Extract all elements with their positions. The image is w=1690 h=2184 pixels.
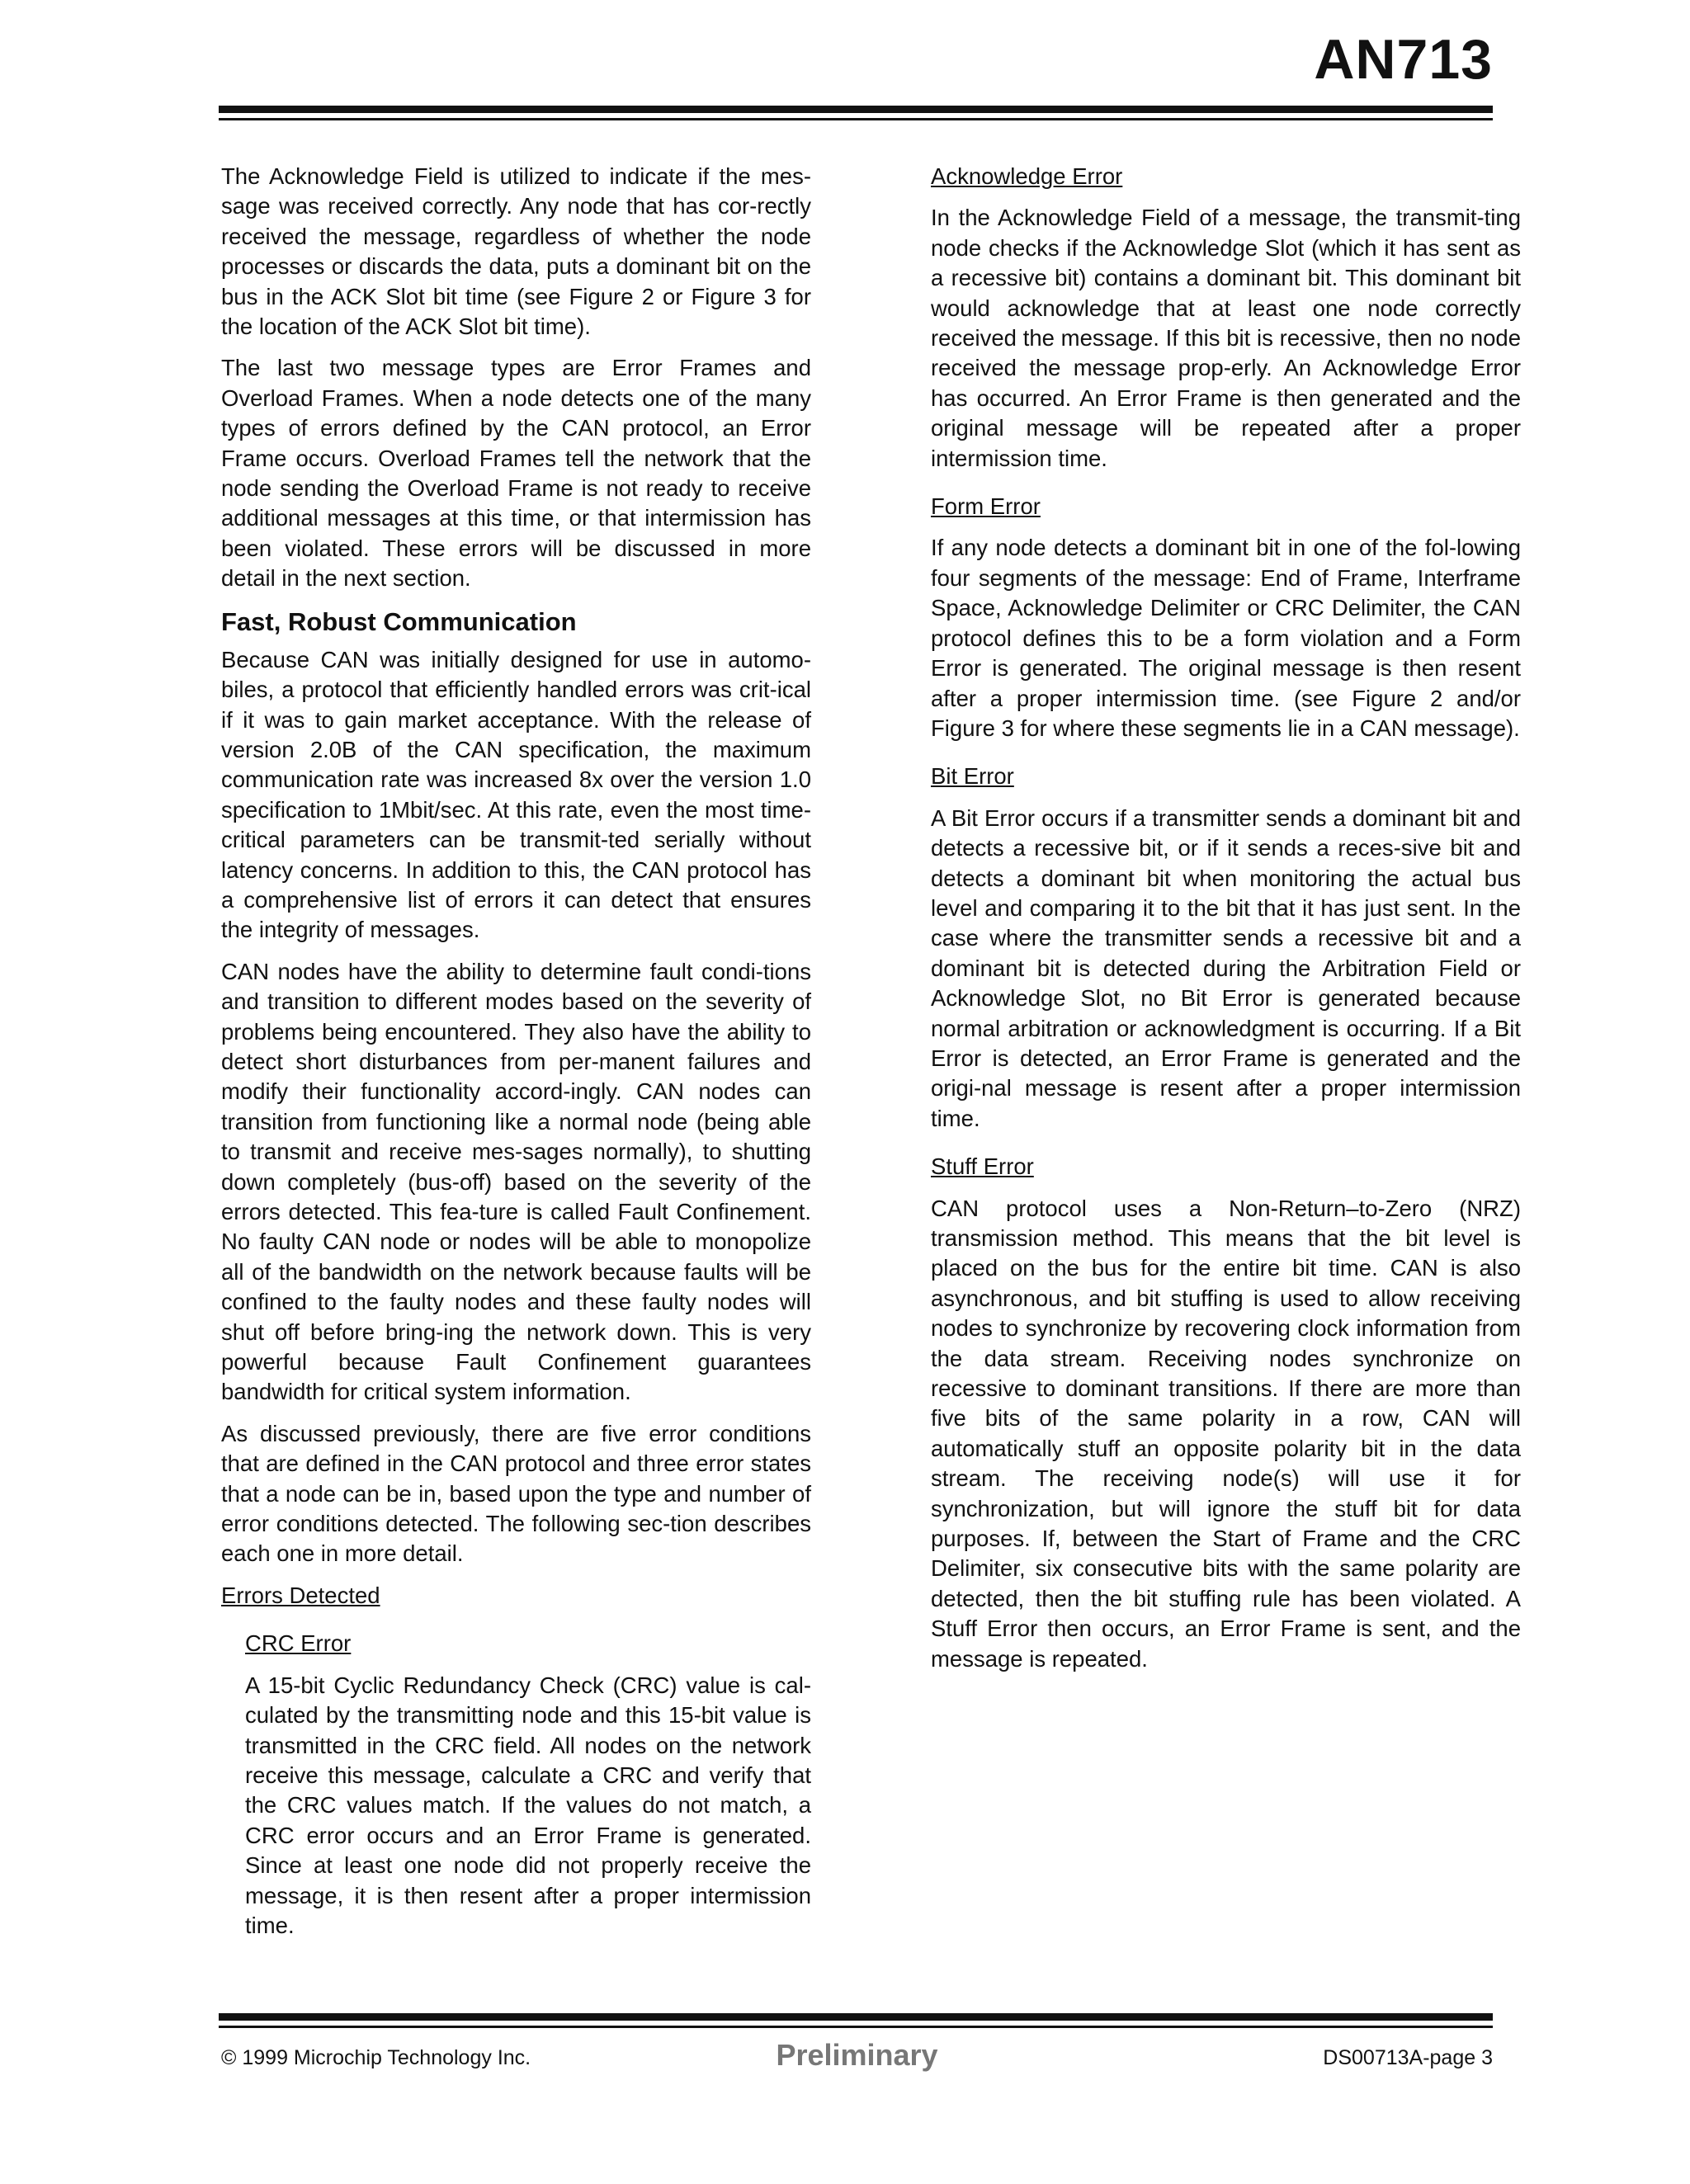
copyright-text: © 1999 Microchip Technology Inc. bbox=[221, 2046, 531, 2069]
footer-rule bbox=[219, 2013, 1493, 2028]
subheading-stuff-error: Stuff Error bbox=[931, 1153, 1034, 1180]
section-heading: Fast, Robust Communication bbox=[221, 606, 577, 636]
preliminary-label: Preliminary bbox=[776, 2038, 938, 2072]
subheading-form-error: Form Error bbox=[931, 493, 1041, 520]
paragraph-acknowledge-field: The Acknowledge Field is utilized to indicate if the mes-sage was received correctly. Any node that has cor-rectly received the message, regardless of whether the node processes or discards the data, puts a dominant bit on the bus in the ACK Slot bit time (see Figure 2 or Figure 3 for the location of the ACK Slot bit time). bbox=[221, 163, 811, 340]
paragraph-crc-error: A 15-bit Cyclic Redundancy Check (CRC) value is cal-culated by the transmitting node and this 15-bit value is transmitted in the CRC field. All nodes on the network receive this message, calculate a CRC and verify that the CRC values match. If the values do not match, a CRC error occurs and an Error Frame is generated. Since at least one node did not properly receive the message, it is then resent after a proper intermission time. bbox=[245, 1672, 811, 1938]
paragraph-can-design: Because CAN was initially designed for use in automo-biles, a protocol that efficiently handled errors was crit-ical if it was to gain market acceptance. With the release of version 2.0B of the CAN specification, the maximum communication rate was increased 8x over the version 1.0 specification to 1Mbit/sec. At this rate, even the most time-critical parameters can be transmit-ted serially without latency concerns. In addition to this, the CAN protocol has a comprehensive list of errors it can detect that ensures the integrity of messages. bbox=[221, 646, 811, 943]
page-number: DS00713A-page 3 bbox=[1323, 2046, 1493, 2069]
crc-error-block bbox=[221, 1629, 811, 1941]
paragraph-error-overload-frames: The last two message types are Error Frames and Overload Frames. When a node detects one of the many types of errors defined by the CAN protocol, an Error Frame occurs. Overload Frames tell the network that the node sending the Overload Frame is not ready to receive additional messages at this time, or that intermission has been violated. These errors will be discussed in more detail in the next section. bbox=[221, 355, 811, 592]
header-rule bbox=[219, 106, 1493, 120]
subheading-crc-error: CRC Error bbox=[245, 1630, 352, 1657]
left-column bbox=[221, 162, 811, 1952]
right-column bbox=[931, 162, 1521, 1686]
paragraph-error-conditions: As discussed previously, there are five error conditions that are defined in the CAN protocol and three error states that a node can be in, based upon the type and number of error conditions detected. The following sec-tion describes each one in more detail. bbox=[221, 1420, 811, 1567]
paragraph-fault-confinement: CAN nodes have the ability to determine fault condi-tions and transition to different modes based on the severity of problems being encountered. They also have the ability to detect short disturbances from per-manent failures and modify their functionality accord-ingly. CAN nodes can transition from functioning like a normal node (being able to transmit and receive mes-sages normally), to shutting down completely (bus-off) based on the severity of the errors detected. This fea-ture is called Fault Confinement. No faulty CAN node or nodes will be able to monopolize all of the bandwidth on the network because faults will be confined to the faulty nodes and these faulty nodes will shut off before bring-ing the network down. This is very powerful because Fault Confinement guarantees bandwidth for critical system information. bbox=[221, 958, 811, 1405]
subheading-acknowledge-error: Acknowledge Error bbox=[931, 163, 1123, 189]
subheading-errors-detected: Errors Detected bbox=[221, 1582, 380, 1608]
paragraph-bit-error: A Bit Error occurs if a transmitter sends a dominant bit and detects a recessive bit, or if it sends a reces-sive bit and detects a dominant bit when monitoring the actual bus level and comparing it to the bit that it has just sent. In the case where the transmitter sends a recessive bit and a dominant bit is detected during the Arbitration Field or Acknowledge Slot, no Bit Error is generated because normal arbitration or acknowledgment is occurring. If a Bit Error is detected, an Error Frame is generated and the origi-nal message is resent after a proper intermission time. bbox=[931, 804, 1521, 1131]
subheading-bit-error: Bit Error bbox=[931, 763, 1014, 790]
paragraph-form-error: If any node detects a dominant bit in one of the fol-lowing four segments of the message: End of Frame, Interframe Space, Acknowledge Delimiter or CRC Delimiter, the CAN protocol defines this to be a form violation and a Form Error is generated. The original message is then resent after a proper intermission time. (see Figure 2 and/or Figure 3 for where these segments lie in a CAN message). bbox=[931, 535, 1521, 741]
paragraph-acknowledge-error: In the Acknowledge Field of a message, the transmit-ting node checks if the Acknowledge Slot (which it has sent as a recessive bit) contains a dominant bit. This dominant bit would acknowledge that at least one node correctly received the message. If this bit is recessive, then no node received the message prop-erly. An Acknowledge Error has occurred. An Error Frame is then generated and the original message will be repeated after a proper intermission time. bbox=[931, 205, 1521, 471]
paragraph-stuff-error: CAN protocol uses a Non-Return–to-Zero (NRZ) transmission method. This means that the bit level is placed on the bus for the entire bit time. CAN is also asynchronous, and bit stuffing is used to allow receiving nodes to synchronize by recovering clock information from the data stream. Receiving nodes synchronize on recessive to dominant transitions. If there are more than five bits of the same polarity in a row, CAN will automatically stuff an opposite polarity bit in the data stream. The receiving node(s) will use it for synchronization, but will ignore the stuff bit for data purposes. If, between the Start of Frame and the CRC Delimiter, six consecutive bits with the same polarity are detected, then the bit stuffing rule has been violated. A Stuff Error then occurs, an Error Frame is sent, and the message is repeated. bbox=[931, 1195, 1521, 1672]
page-footer bbox=[221, 2038, 1493, 2076]
document-id: AN713 bbox=[1314, 28, 1493, 91]
